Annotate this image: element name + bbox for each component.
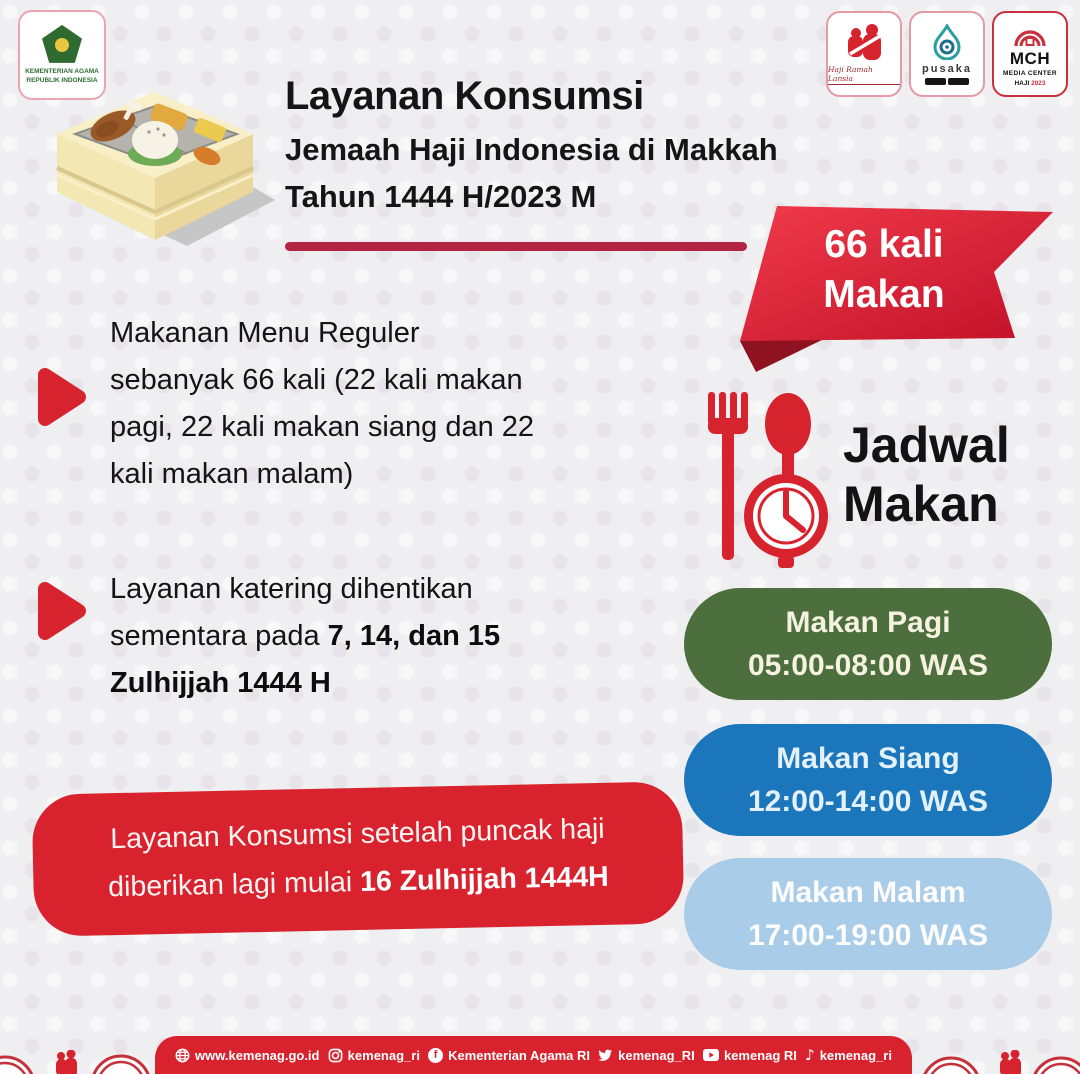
- tiktok-icon: ♪: [805, 1045, 815, 1064]
- meal-pill-pagi: [684, 588, 1052, 700]
- bullet-arrow-icon: [36, 580, 90, 642]
- bullet-arrow-icon: [36, 366, 90, 428]
- bullet2-line3: Zulhijjah 1444 H: [110, 666, 331, 699]
- meal-pill-siang: [684, 724, 1052, 836]
- meal-pill-malam: [684, 858, 1052, 970]
- haji-ramah-lansia-icon: [842, 24, 886, 62]
- schedule-heading-line2: Makan: [843, 476, 999, 532]
- footer-link-website[interactable]: [175, 1048, 319, 1063]
- footer-link-twitter[interactable]: [598, 1048, 695, 1063]
- globe-icon: [175, 1048, 190, 1063]
- mch-year-line: [1014, 80, 1045, 87]
- footer-link-facebook[interactable]: [428, 1048, 590, 1063]
- meal-time: 05:00-08:00 WAS: [747, 649, 989, 682]
- bullet1-line3: pagi, 22 kali makan siang dan 22: [110, 410, 535, 443]
- app-store-badges: [925, 78, 969, 85]
- meal-label: Makan Pagi: [785, 605, 951, 639]
- haji-ramah-lansia-label: Haji Ramah Lansia: [828, 65, 900, 85]
- footer-link-tiktok[interactable]: [805, 1045, 892, 1064]
- mch-outline-icon: [0, 1053, 38, 1074]
- bullet-item-1: [110, 310, 660, 498]
- haji-ramah-lansia-badge: [826, 11, 902, 97]
- page-title: Layanan Konsumsi: [285, 74, 644, 118]
- footer-link-label: Kementerian Agama RI: [448, 1047, 590, 1063]
- footer-link-label: kemenag_RI: [618, 1047, 695, 1063]
- page-subtitle-2: Tahun 1444 H/2023 M: [285, 179, 597, 214]
- youtube-icon: [703, 1049, 719, 1061]
- pilgrim-figures-icon: [52, 1050, 80, 1074]
- mch-subtitle: MEDIA CENTER: [1002, 70, 1058, 77]
- footer-social-bar: [155, 1036, 912, 1074]
- footer-link-youtube[interactable]: [703, 1048, 797, 1063]
- footer-link-label: kemenag_ri: [347, 1047, 420, 1063]
- bullet-item-2: [110, 566, 660, 707]
- footer-link-label: www.kemenag.go.id: [195, 1047, 320, 1063]
- kemenag-pentagon-icon: [42, 25, 82, 63]
- notice-line2: diberikan lagi mulai 16 Zulhijjah 1444H: [107, 860, 610, 904]
- bullet1-line4: kali makan malam): [110, 457, 354, 490]
- instagram-icon: [328, 1048, 343, 1063]
- mch-outline-icon: [918, 1054, 984, 1074]
- footer-link-label: kemenag_ri: [819, 1047, 892, 1063]
- schedule-heading: [843, 416, 1010, 534]
- facebook-icon: f: [428, 1048, 443, 1063]
- ribbon-line1: 66 kali: [824, 223, 944, 266]
- meal-count-ribbon: [720, 192, 1065, 387]
- bullet2-line1: Layanan katering dihentikan: [110, 573, 473, 605]
- meal-label: Makan Malam: [770, 875, 966, 909]
- kemenag-logo-badge: [18, 10, 106, 100]
- bullet1-line2: sebanyak 66 kali (22 kali makan: [110, 363, 523, 396]
- mch-badge: [992, 11, 1068, 97]
- title-underline: [285, 242, 747, 251]
- mch-arch-icon: [1010, 21, 1050, 47]
- twitter-icon: [598, 1049, 613, 1062]
- pusaka-label: pusaka: [922, 62, 972, 75]
- mch-haji-text: HAJI: [1014, 80, 1030, 87]
- schedule-heading-line1: Jadwal: [843, 417, 1010, 473]
- mch-title: MCH: [1009, 49, 1051, 68]
- page-subtitle-1: Jemaah Haji Indonesia di Makkah: [285, 132, 778, 167]
- ribbon-line2: Makan: [823, 272, 945, 316]
- footer-link-instagram[interactable]: [328, 1048, 420, 1063]
- mch-year-text: 2023: [1031, 80, 1046, 87]
- footer-link-label: kemenag RI: [723, 1047, 797, 1063]
- pusaka-badge: [909, 11, 985, 97]
- bullet2-line2: sementara pada 7, 14, dan 15: [110, 619, 501, 652]
- meal-time: 12:00-14:00 WAS: [747, 785, 989, 818]
- fork-spoon-clock-icon: [700, 392, 832, 572]
- pusaka-droplet-icon: [932, 24, 962, 60]
- kemenag-name-line2: REPUBLIK INDONESIA: [26, 77, 98, 84]
- notice-line1: Layanan Konsumsi setelah puncak haji: [110, 812, 605, 856]
- kemenag-name-line1: KEMENTERIAN AGAMA: [25, 67, 99, 75]
- bullet1-line1: Makanan Menu Reguler: [110, 317, 420, 349]
- mch-outline-icon: [1028, 1054, 1080, 1074]
- partner-logos: [826, 11, 1068, 97]
- meal-label: Makan Siang: [776, 741, 960, 775]
- notice-box: [32, 781, 685, 937]
- meal-time: 17:00-19:00 WAS: [747, 919, 989, 952]
- pilgrim-figures-icon: [996, 1050, 1024, 1074]
- mch-outline-icon: [88, 1052, 154, 1074]
